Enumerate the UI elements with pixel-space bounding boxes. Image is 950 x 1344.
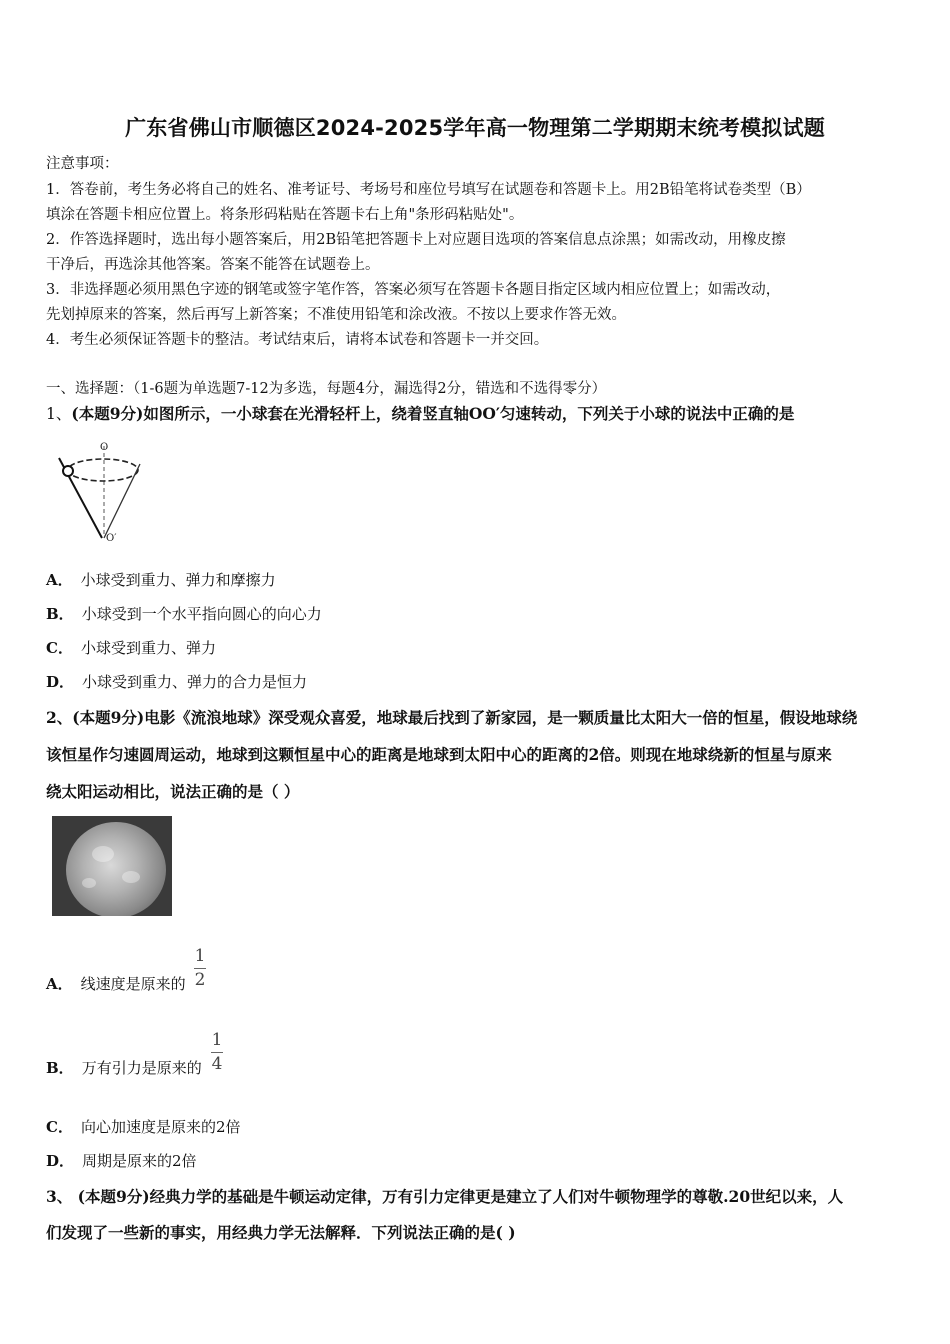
fraction-bar [194,968,206,969]
notice-heading: 注意事项： [46,156,119,172]
option-letter: D． [46,1152,75,1170]
ball-icon [63,466,73,476]
orbit-ellipse [68,459,138,481]
page-title: 广东省佛山市顺德区2024-2025学年高一物理第二学期期末统考模拟试题 [125,116,825,140]
fraction-one-quarter [211,1032,223,1073]
axis-label-bottom: O′ [106,533,117,544]
fraction-denominator: 2 [194,970,206,990]
option-text: 向心加速度是原来的2倍 [80,1118,241,1136]
q2-option-d [46,1150,197,1171]
notice-line: 2．作答选择题时，选出每小题答案后，用2B铅笔把答题卡上对应题目选项的答案信息点涂黑；如需改动，用橡皮擦 [46,232,786,248]
fraction-denominator: 4 [211,1054,223,1074]
star-flare [122,871,140,883]
q1-option-b [46,603,322,624]
option-letter: A． [46,571,73,589]
option-letter: C． [46,639,73,657]
notice-line: 1．答卷前，考生务必将自己的姓名、准考证号、考场号和座位号填写在试题卷和答题卡上。用2B铅笔将试卷类型（B） [46,182,811,198]
rotating-rod-figure [52,440,152,545]
fraction-numerator: 1 [194,946,206,966]
notice-line: 3．非选择题必须用黑色字迹的钢笔或签字笔作答，答案必须写在答题卡各题目指定区域内相应位置上；如需改动， [46,282,781,298]
fraction-bar [211,1052,223,1053]
notice-line: 干净后，再选涂其他答案。答案不能答在试题卷上。 [46,257,380,273]
option-letter: A． [46,975,73,993]
q2-option-c [46,1116,241,1137]
fraction-numerator: 1 [211,1030,223,1050]
option-letter: D． [46,673,75,691]
fraction-one-half [194,948,206,989]
q2-option-a [46,973,186,994]
q1-option-c [46,637,216,658]
q2-option-b [46,1057,202,1078]
section-heading: 一、选择题：（1-6题为单选题7-12为多选，每题4分，漏选得2分，错选和不选得零分） [46,381,607,397]
star-disc [66,822,166,916]
q1-option-a [46,569,276,590]
question-text: (本题9分)如图所示，一小球套在光滑轻杆上，绕着竖直轴OO′匀速转动，下列关于小球的说法中正确的是 [71,404,795,423]
notice-line: 4．考生必须保证答题卡的整洁。考试结束后，请将本试卷和答题卡一并交回。 [46,332,549,348]
question-number: 1、 [46,405,72,423]
option-letter: B． [46,1059,74,1077]
star-flare [92,846,114,862]
option-text: 万有引力是原来的 [81,1059,202,1077]
question-1-stem [46,402,794,424]
question-2-line: 该恒星作匀速圆周运动，地球到这颗恒星中心的距离是地球到太阳中心的距离的2倍。则现在地球绕新的恒星与原来 [46,745,832,764]
option-letter: B． [46,605,74,623]
option-text: 小球受到重力、弹力 [80,639,216,657]
option-text: 小球受到重力、弹力的合力是恒力 [82,673,308,691]
axis-label-top: O [100,442,109,453]
q1-option-d [46,671,307,692]
option-text: 小球受到一个水平指向圆心的向心力 [81,605,322,623]
notice-line: 填涂在答题卡相应位置上。将条形码粘贴在答题卡右上角"条形码粘贴处"。 [46,207,524,223]
question-3-line: 3、 (本题9分)经典力学的基础是牛顿运动定律，万有引力定律更是建立了人们对牛顿物理学的尊敬.20世纪以来，人 [46,1187,844,1206]
option-text: 小球受到重力、弹力和摩擦力 [80,571,276,589]
question-2-line: 2、(本题9分)电影《流浪地球》深受观众喜爱，地球最后找到了新家园，是一颗质量比太阳大一倍的恒星，假设地球绕 [46,708,858,727]
sun-image [52,816,172,916]
question-2-line: 绕太阳运动相比，说法正确的是（ ） [46,782,300,801]
cone-line [104,464,140,538]
option-text: 周期是原来的2倍 [82,1152,197,1170]
star-flare [82,878,96,888]
notice-line: 先划掉原来的答案，然后再写上新答案；不准使用铅笔和涂改液。不按以上要求作答无效。 [46,307,626,323]
option-text: 线速度是原来的 [80,975,186,993]
question-3-line: 们发现了一些新的事实，用经典力学无法解释．下列说法正确的是( ) [46,1223,516,1242]
option-letter: C． [46,1118,73,1136]
